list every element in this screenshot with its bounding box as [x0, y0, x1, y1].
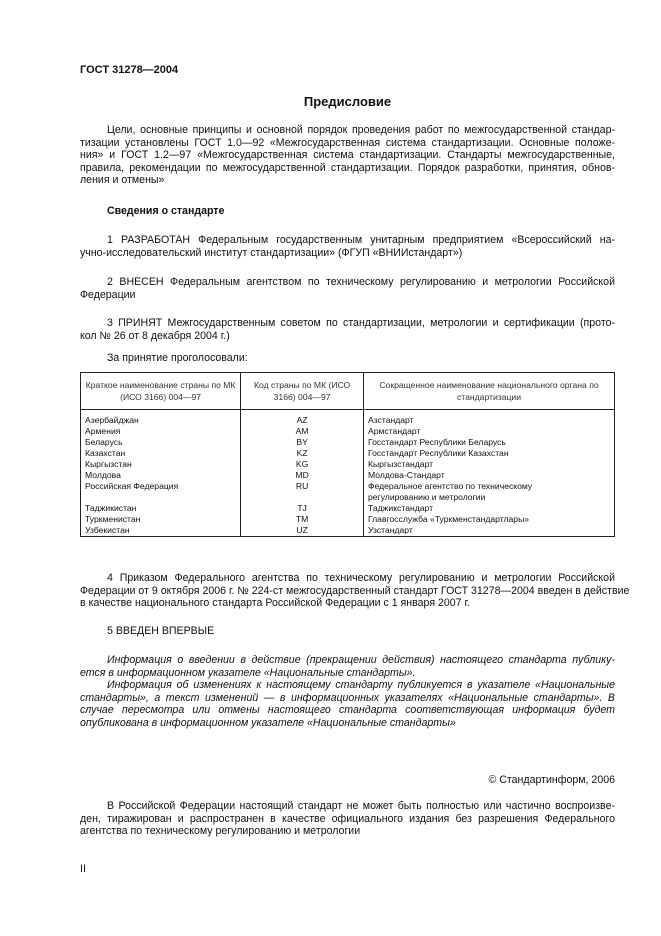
- table-row: [81, 503, 615, 514]
- text-line: Цели, основные принципы и основной порядок проведения работ по межгосударственной стандар-: [107, 124, 615, 136]
- cell-country: Туркменистан: [81, 514, 241, 525]
- page-title: Предисловие: [303, 94, 392, 109]
- cell-code: KZ: [241, 448, 364, 459]
- text-line: 2 ВНЕСЕН Федеральным агентством по техническому регулированию и метрологии Российской: [107, 276, 615, 288]
- table-row: [81, 410, 615, 427]
- text-line: агентства по техническому регулированию и метрологии: [80, 825, 361, 838]
- table-row: [81, 459, 615, 470]
- cell-body: Главгосслужба «Туркменстандартлары»: [364, 514, 615, 525]
- item-1: [80, 234, 615, 259]
- text-line: правила, рекомендации по межгосударственной стандартизации. Порядок разработки, принятия, обнов-: [80, 161, 615, 174]
- countries-table: [80, 372, 615, 537]
- cell-code: KG: [241, 459, 364, 470]
- text-line: ден, тиражирован и распространен в качестве официального издания без разрешения Федерального: [80, 812, 615, 825]
- cell-body: Федеральное агентство по техническому: [364, 481, 615, 492]
- cell-country: Казахстан: [81, 448, 241, 459]
- cell-body: Армстандарт: [364, 426, 615, 437]
- text-line: стандарты», а текст изменений — в информационных указателях «Национальные стандарты». В: [80, 691, 615, 704]
- text-line: кол № 26 от 8 декабря 2004 г.): [80, 329, 230, 342]
- cell-body: Таджикстандарт: [364, 503, 615, 514]
- section-title: Сведения о стандарте: [107, 205, 225, 217]
- table-row: [81, 426, 615, 437]
- cell-country: Кыргызстан: [81, 459, 241, 470]
- cell-body: Кыргызстандарт: [364, 459, 615, 470]
- cell-code: [241, 492, 364, 503]
- table-row: [81, 448, 615, 459]
- intro-paragraph: [80, 124, 615, 187]
- table-header-body: Сокращенное наименование национального органа по стандартизации: [364, 373, 615, 410]
- cell-country: Российская Федерация: [81, 481, 241, 492]
- cell-code: MD: [241, 470, 364, 481]
- text-line: Информация о введении в действие (прекращении действия) настоящего стандарта публику-: [107, 654, 615, 666]
- cell-code: TJ: [241, 503, 364, 514]
- reproduction-notice: [80, 800, 615, 838]
- text-line: опубликована в информационном указателе «Национальные стандарты»: [80, 716, 456, 729]
- table-row: [81, 481, 615, 492]
- table-row: [81, 492, 615, 503]
- text-line: Федерации: [80, 288, 136, 301]
- cell-code: BY: [241, 437, 364, 448]
- item-3: [80, 317, 615, 342]
- table-row: [81, 525, 615, 537]
- text-line: тизации установлены ГОСТ 1.0—92 «Межгосударственная система стандартизации. Основные положе-: [80, 136, 615, 149]
- document-header: ГОСТ 31278—2004: [80, 64, 179, 76]
- voted-label: За принятие проголосовали:: [107, 352, 248, 364]
- item-4: [80, 572, 630, 610]
- table-header-code: Код страны по МК (ИСО 3166) 004—97: [241, 373, 364, 410]
- copyright: © Стандартинформ, 2006: [488, 774, 615, 786]
- cell-country: Армения: [81, 426, 241, 437]
- cell-code: RU: [241, 481, 364, 492]
- cell-body: Госстандарт Республики Беларусь: [364, 437, 615, 448]
- cell-country: Молдова: [81, 470, 241, 481]
- cell-code: UZ: [241, 525, 364, 537]
- text-line: ется в информационном указателе «Национальные стандарты».: [80, 666, 416, 679]
- page-number: II: [80, 863, 86, 875]
- cell-country: Таджикистан: [81, 503, 241, 514]
- cell-body: Азстандарт: [364, 410, 615, 427]
- cell-code: AZ: [241, 410, 364, 427]
- cell-body: Госстандарт Республики Казахстан: [364, 448, 615, 459]
- cell-body: регулированию и метрологии: [364, 492, 615, 503]
- text-line: учно-исследовательский институт стандартизации» (ФГУП «ВНИИстандарт»): [80, 246, 463, 259]
- table-row: [81, 437, 615, 448]
- cell-country: Узбекистан: [81, 525, 241, 537]
- cell-code: AM: [241, 426, 364, 437]
- text-line: 3 ПРИНЯТ Межгосударственным советом по стандартизации, метрологии и сертификации (прото-: [107, 317, 615, 329]
- text-line: ления и отмены»: [80, 174, 165, 187]
- cell-code: TM: [241, 514, 364, 525]
- item-2: [80, 276, 615, 301]
- text-line: Информация об изменениях к настоящему стандарту публикуется в указателе «Национальные: [107, 679, 615, 691]
- item-5: [80, 625, 615, 638]
- cell-country: [81, 492, 241, 503]
- text-line: В Российской Федерации настоящий стандарт не может быть полностью или частично воспроизве-: [107, 800, 615, 812]
- text-line: Федерации от 9 октября 2006 г. № 224-ст межгосударственный стандарт ГОСТ 31278—2004 введен в действие: [80, 584, 630, 597]
- text-line: 1 РАЗРАБОТАН Федеральным государственным унитарным предприятием «Всероссийский на-: [107, 234, 615, 246]
- text-line: 5 ВВЕДЕН ВПЕРВЫЕ: [107, 625, 215, 637]
- table-header-country: Краткое наименование страны по МК (ИСО 3166) 004—97: [81, 373, 241, 410]
- cell-country: Азербайджан: [81, 410, 241, 427]
- info-paragraph-2: [80, 679, 615, 729]
- text-line: 4 Приказом Федерального агентства по техническому регулированию и метрологии Российской: [107, 572, 615, 584]
- text-line: ния» и ГОСТ 1.2—97 «Межгосударственная система стандартизации. Стандарты межгосударственные,: [80, 149, 615, 162]
- table-row: [81, 470, 615, 481]
- table-row: [81, 514, 615, 525]
- info-paragraph-1: [80, 654, 615, 679]
- cell-country: Беларусь: [81, 437, 241, 448]
- cell-body: Узстандарт: [364, 525, 615, 537]
- cell-body: Молдова-Стандарт: [364, 470, 615, 481]
- text-line: в качестве национального стандарта Российской Федерации с 1 января 2007 г.: [80, 597, 471, 610]
- text-line: случае пересмотра или отмены настоящего стандарта соответствующая информация будет: [80, 704, 615, 717]
